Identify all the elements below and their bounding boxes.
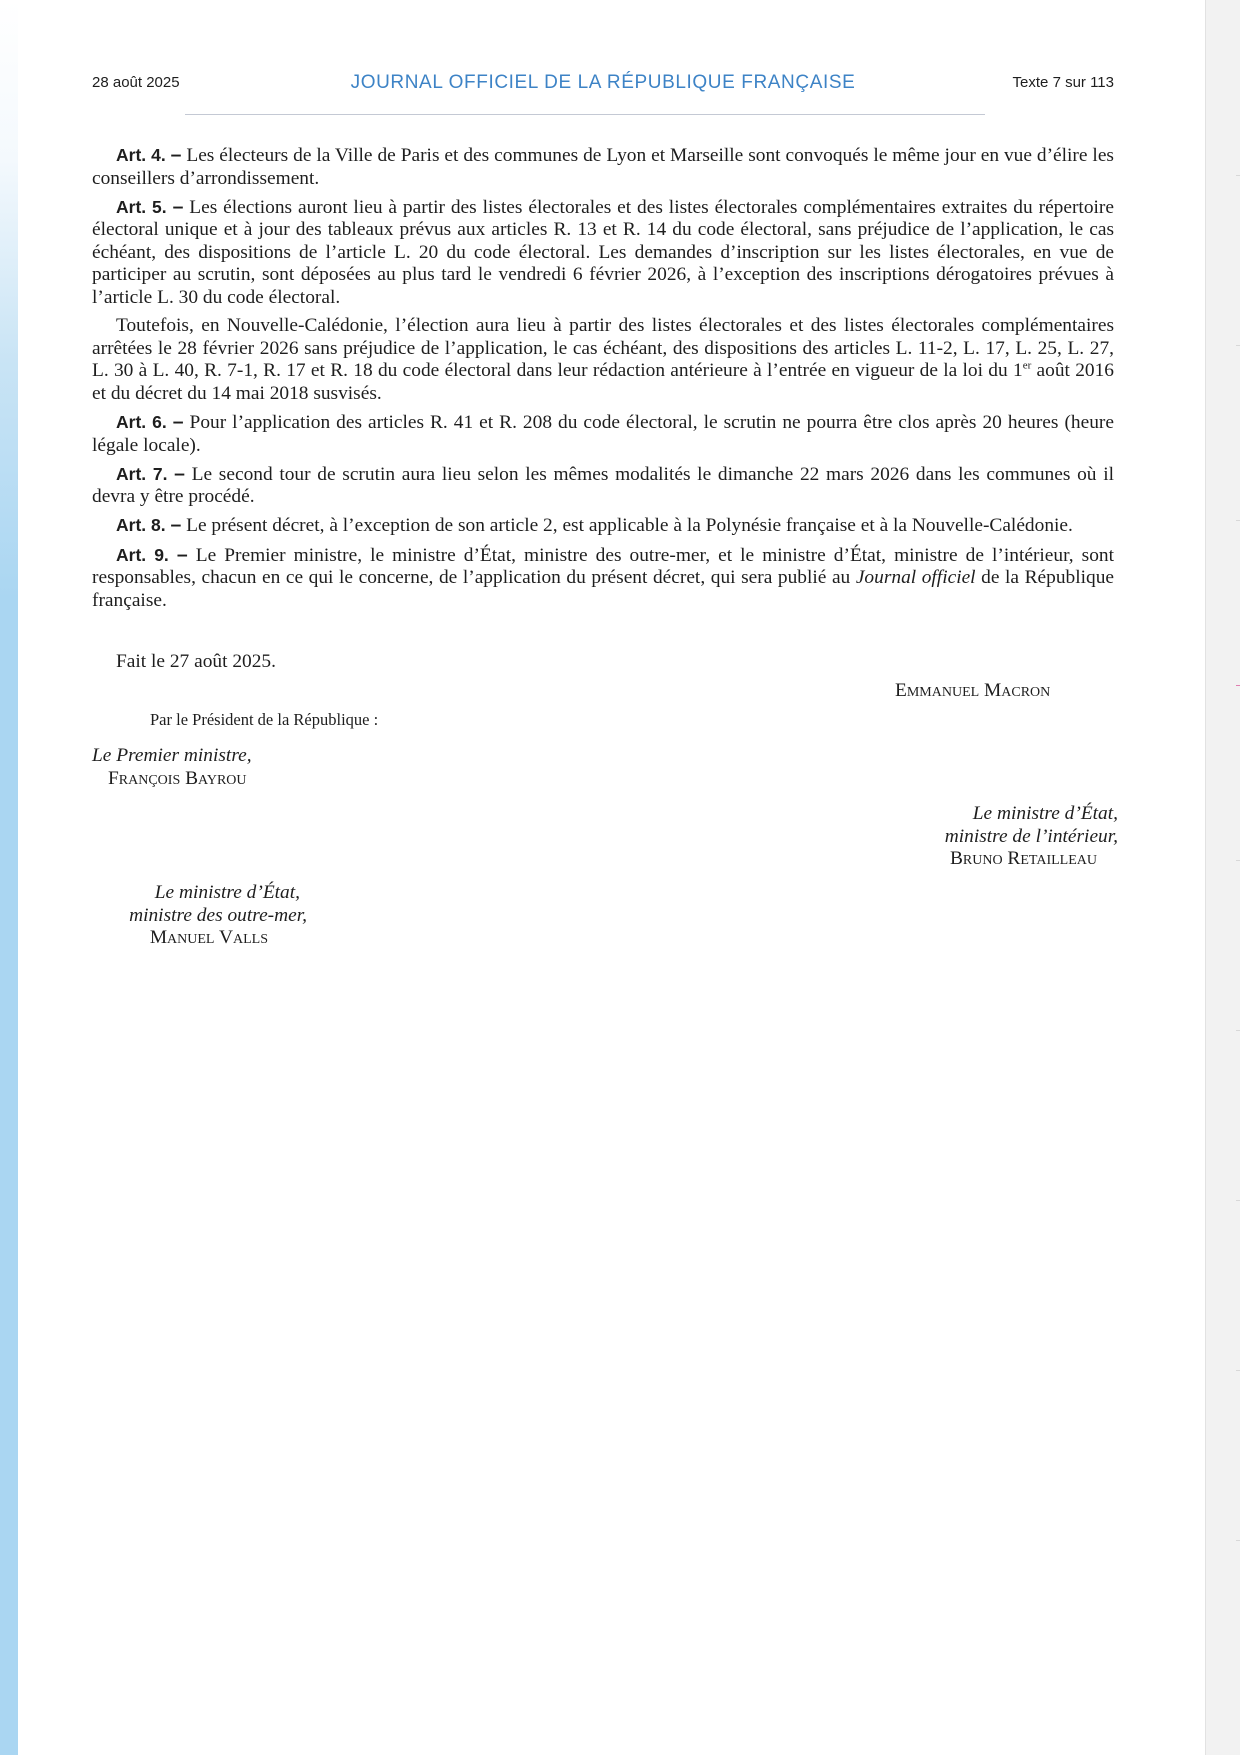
signatory-name: Bruno Retailleau	[949, 848, 1097, 870]
article-8	[92, 514, 1114, 538]
article-text: Le présent décret, à l’exception de son article 2, est applicable à la Polynésie française et à la Nouvelle-Calédonie.	[186, 515, 1073, 537]
article-label: Art. 8.	[116, 515, 166, 536]
scan-tick	[1236, 1030, 1240, 1031]
interior-minister-signature	[820, 803, 1120, 871]
article-5	[92, 196, 1114, 310]
article-4	[92, 144, 1114, 190]
page-header	[92, 72, 1114, 96]
signatory-title: Le Premier ministre,	[92, 745, 252, 766]
article-6	[92, 411, 1114, 457]
article-dash: –	[176, 543, 188, 566]
par-le-president: Par le Président de la République :	[150, 710, 379, 729]
article-dash: –	[170, 144, 182, 166]
scan-edge-left	[0, 0, 18, 1755]
scan-tick	[1236, 345, 1240, 346]
article-dash: –	[172, 195, 184, 218]
scan-tick	[1236, 520, 1240, 521]
article-7	[92, 463, 1114, 509]
signatory-title: Le ministre d’État,	[972, 803, 1118, 824]
prime-minister-signature	[92, 745, 252, 790]
scan-tick	[1236, 1370, 1240, 1371]
signatory-title: ministre de l’intérieur,	[944, 825, 1118, 847]
article-dash: –	[170, 514, 182, 537]
article-label: Art. 5.	[116, 196, 167, 217]
scan-tick-pink	[1236, 685, 1240, 686]
president-signature: Emmanuel Macron	[895, 680, 1051, 701]
overseas-minister-signature	[92, 882, 312, 950]
decree-body	[92, 144, 1114, 618]
scan-tick	[1236, 1540, 1240, 1541]
scan-tick	[1236, 1200, 1240, 1201]
scan-edge-right	[1205, 0, 1240, 1755]
signing-date: Fait le 27 août 2025.	[116, 651, 276, 672]
article-dash: –	[174, 462, 185, 485]
article-text: Les élections auront lieu à partir des listes électorales et des listes électorales complémentaires extraites du répertoire électoral unique et à jour des tableaux prévus aux articles R. 13 et R. 14 du code électoral, sans préjudice de l’application, le cas échéant, des dispositions de l’article L. 20 du code électoral. Les demandes d’inscription sur les listes électorales, en vue de participer au scrutin, sont déposées au plus tard le vendredi 6 février 2026, à l’exception des inscriptions dérogatoires prévues à l’article L. 30 du code électoral.	[92, 196, 1114, 309]
scan-tick	[1236, 175, 1240, 176]
publication-date: 28 août 2025	[92, 74, 180, 91]
article-text: de la République française.	[92, 567, 1115, 611]
article-label: Art. 7.	[116, 463, 168, 484]
scan-tick	[1236, 860, 1240, 861]
article-label: Art. 4.	[116, 145, 166, 165]
header-rule	[185, 114, 985, 115]
article-text: Les électeurs de la Ville de Paris et des communes de Lyon et Marseille sont convoqués le même jour en vue d’élire les conseillers d’arrondissement.	[92, 145, 1114, 189]
signatory-name: Manuel Valls	[149, 927, 268, 949]
superscript: er	[1022, 359, 1032, 372]
article-label: Art. 6.	[116, 412, 167, 433]
article-text: Toutefois, en Nouvelle-Calédonie, l’élection aura lieu à partir des listes électorales et des listes électorales complémentaires arrêtées le 28 février 2026 sans préjudice de l’application, le cas échéant, des dispositions des articles L. 11-2, L. 17, L. 25, L. 27, L. 30 à L. 40, R. 7-1, R. 17 et R. 18 du code électoral dans leur rédaction antérieure à l’entrée en vigueur de la loi du 1	[92, 315, 1114, 382]
signatory-name: François Bayrou	[108, 767, 247, 789]
article-text: Le Premier ministre, le ministre d’État, ministre des outre-mer, et le ministre d’État, ministre de l’intérieur, sont responsables, chacun en ce qui le concerne, de l’application du présent décret, qui sera publié au	[92, 544, 1114, 589]
article-label: Art. 9.	[116, 544, 169, 565]
signatory-title: Le ministre d’État,	[154, 882, 300, 903]
article-5-paragraph-2	[92, 315, 1114, 405]
article-text: Pour l’application des articles R. 41 et R. 208 du code électoral, le scrutin ne pourra être clos après 20 heures (heure légale locale).	[92, 412, 1114, 456]
journal-officiel-italic: Journal officiel	[855, 567, 976, 589]
article-dash: –	[172, 411, 184, 434]
journal-title: JOURNAL OFFICIEL DE LA RÉPUBLIQUE FRANÇAISE	[350, 72, 856, 93]
text-reference: Texte 7 sur 113	[1012, 74, 1114, 91]
article-text: Le second tour de scrutin aura lieu selon les mêmes modalités le dimanche 22 mars 2026 dans les communes où il devra y être procédé.	[92, 463, 1114, 508]
article-text: août 2016 et du décret du 14 mai 2018 susvisés.	[92, 360, 1114, 404]
article-9	[92, 544, 1114, 613]
signatory-title: ministre des outre-mer,	[129, 904, 307, 926]
